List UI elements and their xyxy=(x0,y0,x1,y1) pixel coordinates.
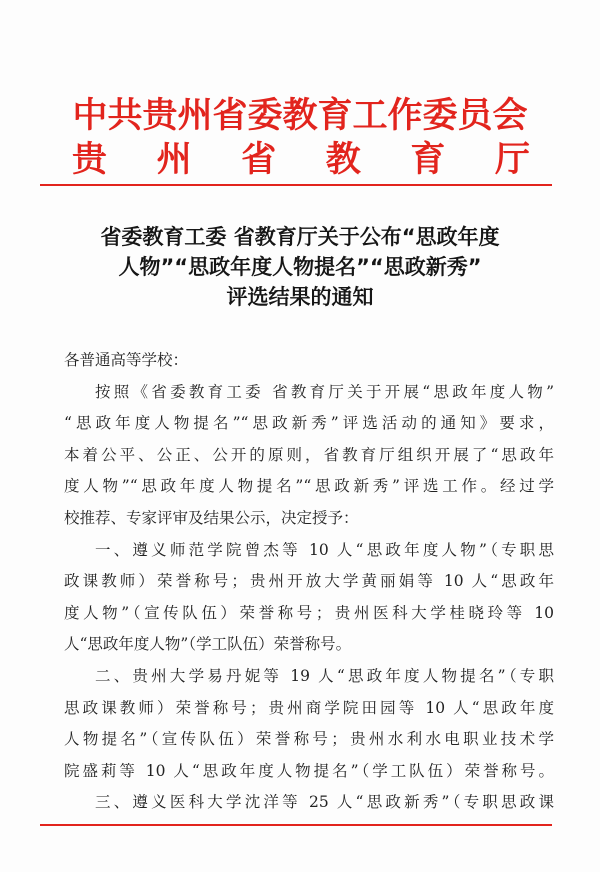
body-line: 按照《省委教育工委 省教育厅关于开展“思政年度人物” xyxy=(95,382,554,401)
body-line: “思政年度人物提名”“思政新秀”评选活动的通知》要求， xyxy=(64,414,554,433)
body-line: 度人物”“思政年度人物提名”“思政新秀”评选工作。经过学 xyxy=(64,477,554,496)
body-line: 校推荐、专家评审及结果公示，决定授予： xyxy=(64,508,359,527)
title-line: 评选结果的通知 xyxy=(226,285,374,309)
red-footer-rule xyxy=(40,824,552,826)
body-line: 院盛莉等 10 人“思政年度人物提名”（学工队伍）荣誉称号。 xyxy=(64,761,554,780)
body-line: 二、贵州大学易丹妮等 19 人“思政年度人物提名”（专职 xyxy=(95,666,554,685)
issuing-org-name-1: 中共贵州省委教育工作委员会 xyxy=(72,95,528,136)
body-line: 人物提名”（宣传队伍）荣誉称号；贵州水利水电职业技术学 xyxy=(64,730,554,749)
org2-char: 育 xyxy=(410,139,446,180)
body-line: 人“思政年度人物”（学工队伍）荣誉称号。 xyxy=(64,635,352,654)
body-line: 一、遵义师范学院曾杰等 10 人“思政年度人物”（专职思 xyxy=(95,540,554,559)
document-body xyxy=(64,345,554,819)
body-line: 三、遵义医科大学沈洋等 25 人“思政新秀”（专职思政课 xyxy=(95,793,554,812)
org2-char: 州 xyxy=(156,139,192,180)
org2-char: 贵 xyxy=(72,139,108,180)
body-line: 本着公平、公正、公开的原则，省教育厅组织开展了“思政年 xyxy=(64,445,554,464)
salutation: 各普通高等学校： xyxy=(64,351,189,369)
body-line: 度人物”（宣传队伍）荣誉称号；贵州医科大学桂晓玲等 10 xyxy=(64,603,554,622)
org2-char: 教 xyxy=(325,139,361,180)
org2-char: 省 xyxy=(241,139,277,180)
org2-char: 厅 xyxy=(494,139,530,180)
document-title xyxy=(60,222,540,312)
body-line: 政课教师）荣誉称号；贵州开放大学黄丽娟等 10 人“思政年 xyxy=(64,572,554,591)
title-line: 人物”“思政年度人物提名”“思政新秀” xyxy=(118,255,482,279)
issuing-org-name-2 xyxy=(72,140,530,180)
title-line: 省委教育工委 省教育厅关于公布“思政年度 xyxy=(100,225,500,249)
body-line: 思政课教师）荣誉称号；贵州商学院田园等 10 人“思政年度 xyxy=(64,698,554,717)
red-header-rule xyxy=(40,184,552,186)
